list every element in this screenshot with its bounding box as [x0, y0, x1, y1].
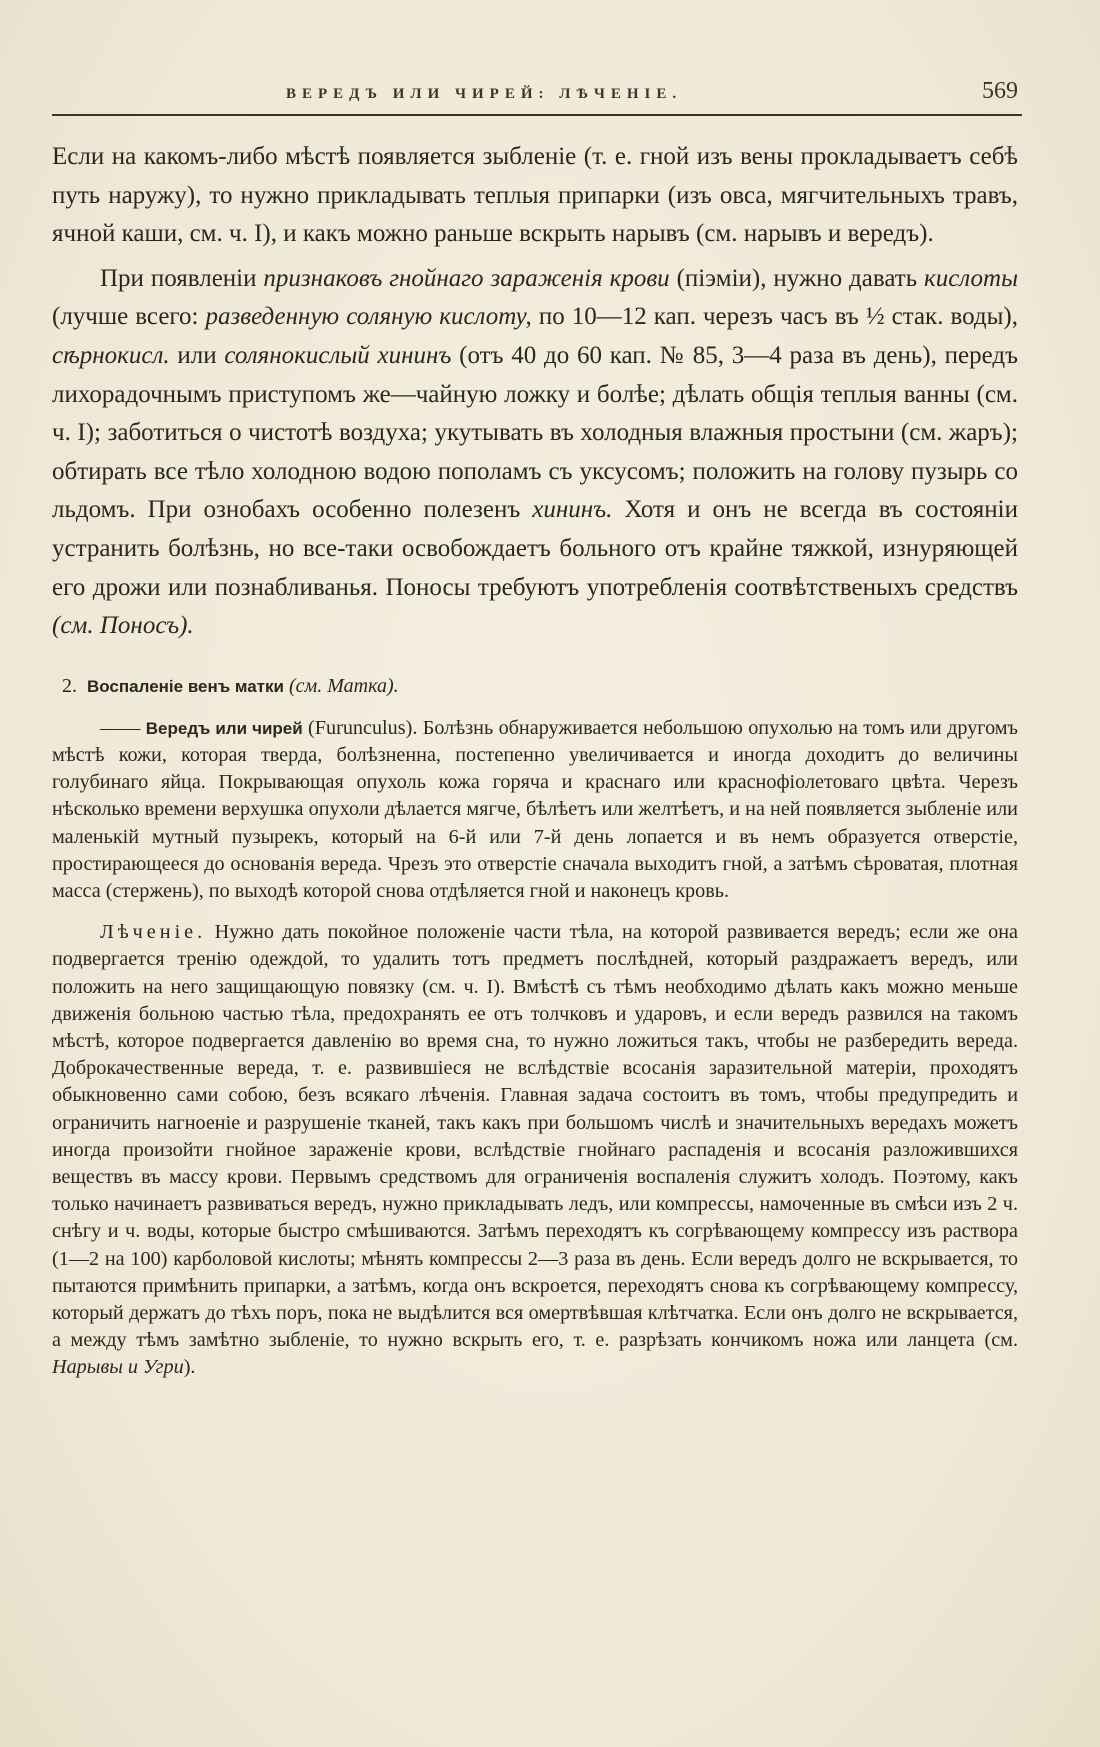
text-run: (піэміи), нужно давать: [669, 264, 925, 292]
italic-run: хининъ.: [532, 496, 613, 524]
section-number: 2.: [62, 674, 77, 697]
latin-term: (Furunculus).: [302, 716, 418, 739]
paragraph-blood-poisoning: [52, 260, 1018, 646]
page-number: 569: [982, 78, 1018, 104]
entry-term: Вередъ или чирей: [145, 718, 303, 738]
cross-reference: Нарывы и Угри: [52, 1356, 184, 1379]
italic-run: (см. Поносъ).: [52, 612, 194, 640]
text-run: При появленіи: [100, 264, 264, 292]
text-run: Хотя и онъ не всегда въ состояніи устранить болѣзнь, но все-таки освобождаетъ больного отъ крайне тяжкой, изнуряющей его дрожи или познабливанья. Поносы требуютъ употребленія соотвѣтственыхъ средствъ: [52, 496, 1018, 601]
paragraph-furuncle-description: [52, 715, 1018, 905]
paragraph-abscess-treatment: [52, 138, 1018, 254]
text-run: (лучше всего:: [52, 303, 206, 331]
section-heading-uterine-veins: [52, 668, 1018, 705]
italic-run: признаковъ гнойнаго зараженія крови: [263, 264, 670, 292]
paragraph-text: Нужно дать покойное положеніе части тѣла, на которой развивается вередъ; если же она подвергается тренію одеждой, то удалить тотъ предметъ послѣдней, который раздражаетъ вередъ, или положить на него защищающую повязку (см. ч. I). Вмѣстѣ съ тѣмъ необходимо дѣлать какъ можно меньше движенія больною частью тѣла, предохранять ее отъ толчковъ и ударовъ, и если вередъ развился на такомъ мѣстѣ, которое подвергается давленію во время сна, то нужно ложиться такъ, чтобы не разбередить вереда. Доброкачественные вереда, т. е. развившіеся не вслѣдствіе всосанія заразительной матеріи, проходятъ обыкновенно сами собою, безъ всякаго лѣченія. Главная задача состоитъ въ томъ, чтобы предупредить и ограничить нагноеніе и разрушеніе тканей, такъ какъ при большомъ числѣ и значительныхъ вередахъ можетъ иногда произойти гнойное зараженіе крови, вслѣдствіе гнойнаго распаденія и всосанія разложившихся веществъ въ массу крови. Первымъ средствомъ для ограниченія воспаленія служитъ холодъ. Поэтому, какъ только начинаетъ развиваться вередъ, нужно прикладывать ледъ, или компрессы, намоченные въ смѣси изъ 2 ч. снѣгу и ч. воды, которые быстро смѣшиваются. Затѣмъ переходятъ къ согрѣвающему компрессу изъ раствора (1—2 на 100) карболовой кислоты; мѣнять компрессы 2—3 раза въ день. Если вередъ долго не вскрывается, то пытаются примѣнить припарки, а затѣмъ, когда онъ вскроется, переходятъ снова къ согрѣвающему компрессу, который держатъ до тѣхъ поръ, пока не выдѣлится вся омертвѣвшая клѣтчатка. Если онъ долго не вскрывается, а между тѣмъ замѣтно зыбленіе, то нужно вскрыть его, т. е. разрѣзать кончикомъ ножа или ланцета (см.: [52, 921, 1018, 1352]
text-run: или: [169, 341, 225, 369]
paragraph-furuncle-treatment: [52, 919, 1018, 1381]
italic-run: солянокислый хининъ: [224, 341, 452, 369]
text-run: (отъ 40 до 60 кап. № 85, 3—4 раза въ день), передъ лихорадочнымъ приступомъ же—чайную ложку и болѣе; дѣлать общія теплыя ванны (см. ч. I); заботиться о чистотѣ воздуха; укутывать въ холодныя влажныя простыни (см. жаръ); обтирать все тѣло холодною водою пополамъ съ уксусомъ; положить на голову пузырь со льдомъ. При ознобахъ особенно полезенъ: [52, 341, 1019, 524]
page-header: [52, 74, 1022, 116]
text-run: по 10—12 кап. черезъ часъ въ ½ стак. воды),: [531, 303, 1018, 331]
page-body: [52, 138, 1018, 1382]
paragraph-text: Если на какомъ-либо мѣстѣ появляется зыбленіе (т. е. гной изъ вены прокладываетъ себѣ путь наружу), то нужно прикладывать теплыя припарки (изъ овса, мягчительныхъ травъ, ячной каши, см. ч. I), и какъ можно раньше вскрыть нарывъ (см. нарывъ и вередъ).: [52, 143, 1018, 248]
italic-run: сѣрнокисл.: [52, 341, 170, 369]
em-dash: ——: [100, 716, 146, 739]
running-title: ВЕРЕДЪ ИЛИ ЧИРЕЙ: ЛѢЧЕНІЕ.: [286, 86, 683, 102]
paragraph-end: ).: [183, 1356, 196, 1379]
italic-run: кислоты: [924, 264, 1018, 292]
section-title: Воспаленіе венъ матки: [87, 676, 284, 696]
section-reference: (см. Матка).: [288, 674, 399, 697]
treatment-lead: Лѣченіе.: [100, 921, 207, 944]
paragraph-text: Болѣзнь обнаруживается небольшою опухолью на томъ или другомъ мѣстѣ кожи, которая тверда, болѣзненна, постепенно увеличивается и иногда доходитъ до величины голубинаго яйца. Покрывающая опухоль кожа горяча и краснаго или краснофіолетоваго цвѣта. Черезъ нѣсколько времени верхушка опухоли дѣлается мягче, бѣлѣетъ или желтѣетъ, и на ней появляется зыбленіе или маленькій мутный пузырекъ, который на 6-й или 7-й день лопается и въ немъ образуется отверстіе, простирающееся до основанія вереда. Чрезъ это отверстіе сначала выходитъ гной, а затѣмъ сѣроватая, плотная масса (стержень), по выходѣ которой снова отдѣляется гной и наконецъ кровь.: [52, 716, 1018, 902]
italic-run: разведенную соляную кислоту,: [205, 303, 532, 331]
